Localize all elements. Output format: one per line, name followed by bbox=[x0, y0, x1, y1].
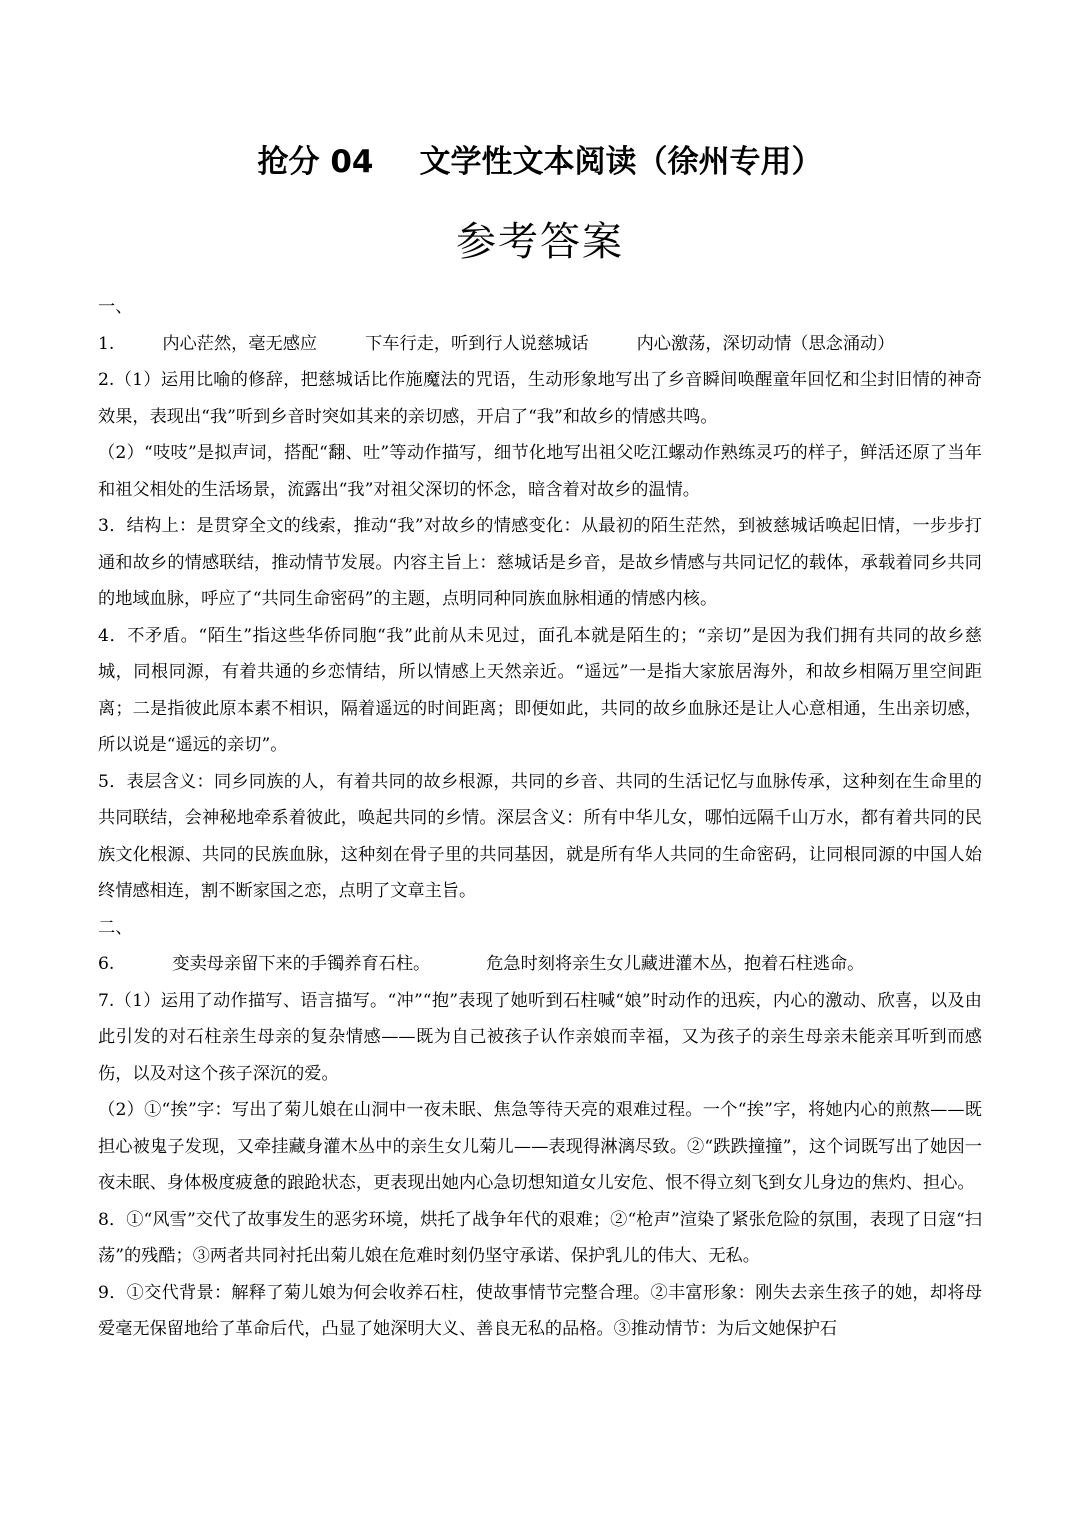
q1-answer-1: 内心茫然，毫无感应 bbox=[162, 333, 318, 354]
section-label-1: 一、 bbox=[98, 297, 133, 317]
answer-body bbox=[98, 289, 982, 1348]
answer-q2-part1: 2.（1）运用比喻的修辞，把慈城话比作施魔法的咒语，生动形象地写出了乡音瞬间唤醒童年回忆和尘封旧情的神奇效果，表现出“我”听到乡音时突如其来的亲切感，开启了“我”和故乡的情感共鸣。 bbox=[98, 370, 982, 427]
answer-q2-part2: （2）“吱吱”是拟声词，搭配“翻、吐”等动作描写，细节化地写出祖父吃江螺动作熟练灵巧的样子，鲜活还原了当年和祖父相处的生活场景，流露出“我”对祖父深切的怀念，暗含着对故乡的温情。 bbox=[98, 443, 982, 500]
document-subtitle: 参考答案 bbox=[456, 219, 624, 265]
q1-answer-2: 下车行走，听到行人说慈城话 bbox=[365, 333, 589, 354]
answer-q4: 4．不矛盾。“陌生”指这些华侨同胞“我”此前从未见过，面孔本就是陌生的；“亲切”是因为我们拥有共同的故乡慈城，同根同源，有着共通的乡恋情结，所以情感上天然亲近。“遥远”一是指大家旅居海外，和故乡相隔万里空间距离；二是指彼此原本素不相识，隔着遥远的时间距离；即便如此，共同的故乡血脉还是让人心意相通，生出亲切感，所以说是“遥远的亲切”。 bbox=[98, 625, 982, 755]
answer-q9: 9．①交代背景：解释了菊儿娘为何会收养石柱，使故事情节完整合理。②丰富形象：刚失去亲生孩子的她，却将母爱毫无保留地给了革命后代，凸显了她深明大义、善良无私的品格。③推动情节：为后文她保护石 bbox=[98, 1282, 982, 1339]
q1-answer-3: 内心激荡，深切动情（思念涌动） bbox=[636, 333, 895, 354]
document-title bbox=[0, 138, 1080, 186]
answer-q8: 8．①“风雪”交代了故事发生的恶劣环境，烘托了战争年代的艰难；②“枪声”渲染了紧张危险的氛围，表现了日寇“扫荡”的残酷；③两者共同衬托出菊儿娘在危难时刻仍坚守承诺、保护乳儿的伟大、无私。 bbox=[98, 1209, 982, 1266]
answer-q1 bbox=[98, 326, 982, 363]
answer-q5: 5．表层含义：同乡同族的人，有着共同的故乡根源，共同的乡音、共同的生活记忆与血脉传承，这种刻在生命里的共同联结，会神秘地牵系着彼此，唤起共同的乡情。深层含义：所有中华儿女，哪怕远隔千山万水，都有着共同的民族文化根源、共同的民族血脉，这种刻在骨子里的共同基因，就是所有华人共同的生命密码，让同根同源的中国人始终情感相连，割不断家国之恋，点明了文章主旨。 bbox=[98, 771, 982, 901]
answer-q3: 3．结构上：是贯穿全文的线索，推动“我”对故乡的情感变化：从最初的陌生茫然，到被慈城话唤起旧情，一步步打通和故乡的情感联结，推动情节发展。内容主旨上：慈城话是乡音，是故乡情感与共同记忆的载体，承载着同乡共同的地域血脉，呼应了“共同生命密码”的主题，点明同种同族血脉相通的情感内核。 bbox=[98, 516, 982, 609]
q1-number: 1. bbox=[98, 333, 115, 354]
answer-q7-part2: （2）①“挨”字：写出了菊儿娘在山洞中一夜未眠、焦急等待天亮的艰难过程。一个“挨”字，将她内心的煎熬——既担心被鬼子发现，又牵挂藏身灌木丛中的亲生女儿菊儿——表现得淋漓尽致。②“跌跌撞撞”，这个词既写出了她因一夜未眠、身体极度疲惫的踉跄状态，更表现出她内心急切想知道女儿安危、恨不得立刻飞到女儿身边的焦灼、担心。 bbox=[98, 1100, 982, 1193]
section-label-2: 二、 bbox=[98, 917, 133, 938]
q6-number: 6. bbox=[98, 954, 115, 974]
title-main: 文学性文本阅读（徐州专用） bbox=[419, 144, 823, 180]
answer-q7-part1: 7.（1）运用了动作描写、语言描写。“冲”“抱”表现了她听到石柱喊“娘”时动作的迅疾，内心的激动、欣喜，以及由此引发的对石柱亲生母亲的复杂情感——既为自己被孩子认作亲娘而幸福，又为孩子的亲生母亲未能亲耳听到而感伤，以及对这个孩子深沉的爱。 bbox=[98, 990, 982, 1084]
q6-answer-2: 危急时刻将亲生女儿藏进灌木丛，抱着石柱逃命。 bbox=[486, 954, 865, 974]
answer-q6 bbox=[98, 946, 982, 983]
title-prefix: 抢分 04 bbox=[257, 144, 374, 180]
q6-answer-1: 变卖母亲留下来的手镯养育石柱。 bbox=[172, 954, 431, 974]
